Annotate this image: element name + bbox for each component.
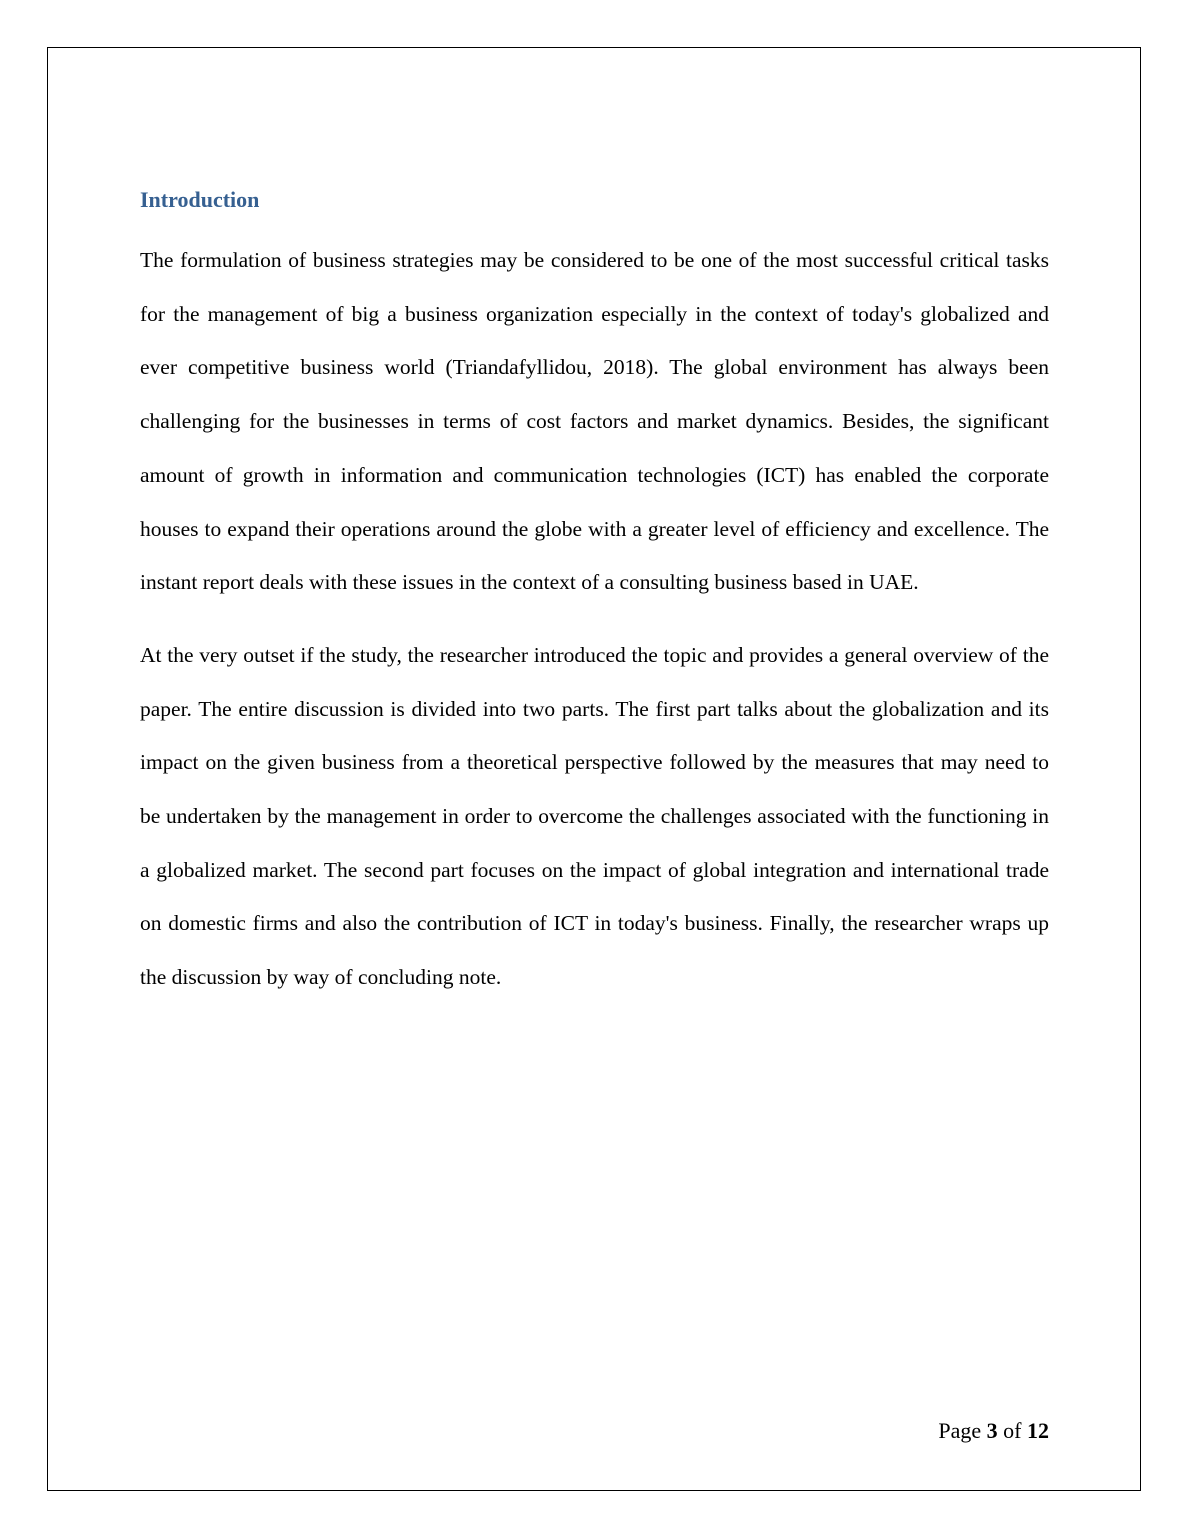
total-pages: 12 — [1027, 1418, 1049, 1443]
paragraph-1: The formulation of business strategies may be considered to be one of the most successful critical tasks for the management of big a business organization especially in the context of today's globalized and ever competitive business world (Triandafyllidou, 2018). The global environment has always been challenging for the businesses in terms of cost factors and market dynamics. Besides, the significant amount of growth in information and communication technologies (ICT) has enabled the corporate houses to expand their operations around the globe with a greater level of efficiency and excellence. The instant report deals with these issues in the context of a consulting business based in UAE. — [140, 248, 1049, 595]
section-heading: Introduction — [140, 187, 260, 212]
page-footer — [938, 1414, 1049, 1448]
page-label: Page — [938, 1418, 982, 1443]
of-label: of — [1003, 1418, 1022, 1443]
document-body — [140, 182, 1049, 1024]
page-number: 3 — [986, 1418, 998, 1443]
paragraph-2: At the very outset if the study, the researcher introduced the topic and provides a general overview of the paper. The entire discussion is divided into two parts. The first part talks about the globalization and its impact on the given business from a theoretical perspective followed by the measures that may need to be undertaken by the management in order to overcome the challenges associated with the functioning in a globalized market. The second part focuses on the impact of global integration and international trade on domestic firms and also the contribution of ICT in today's business. Finally, the researcher wraps up the discussion by way of concluding note. — [140, 642, 1049, 990]
